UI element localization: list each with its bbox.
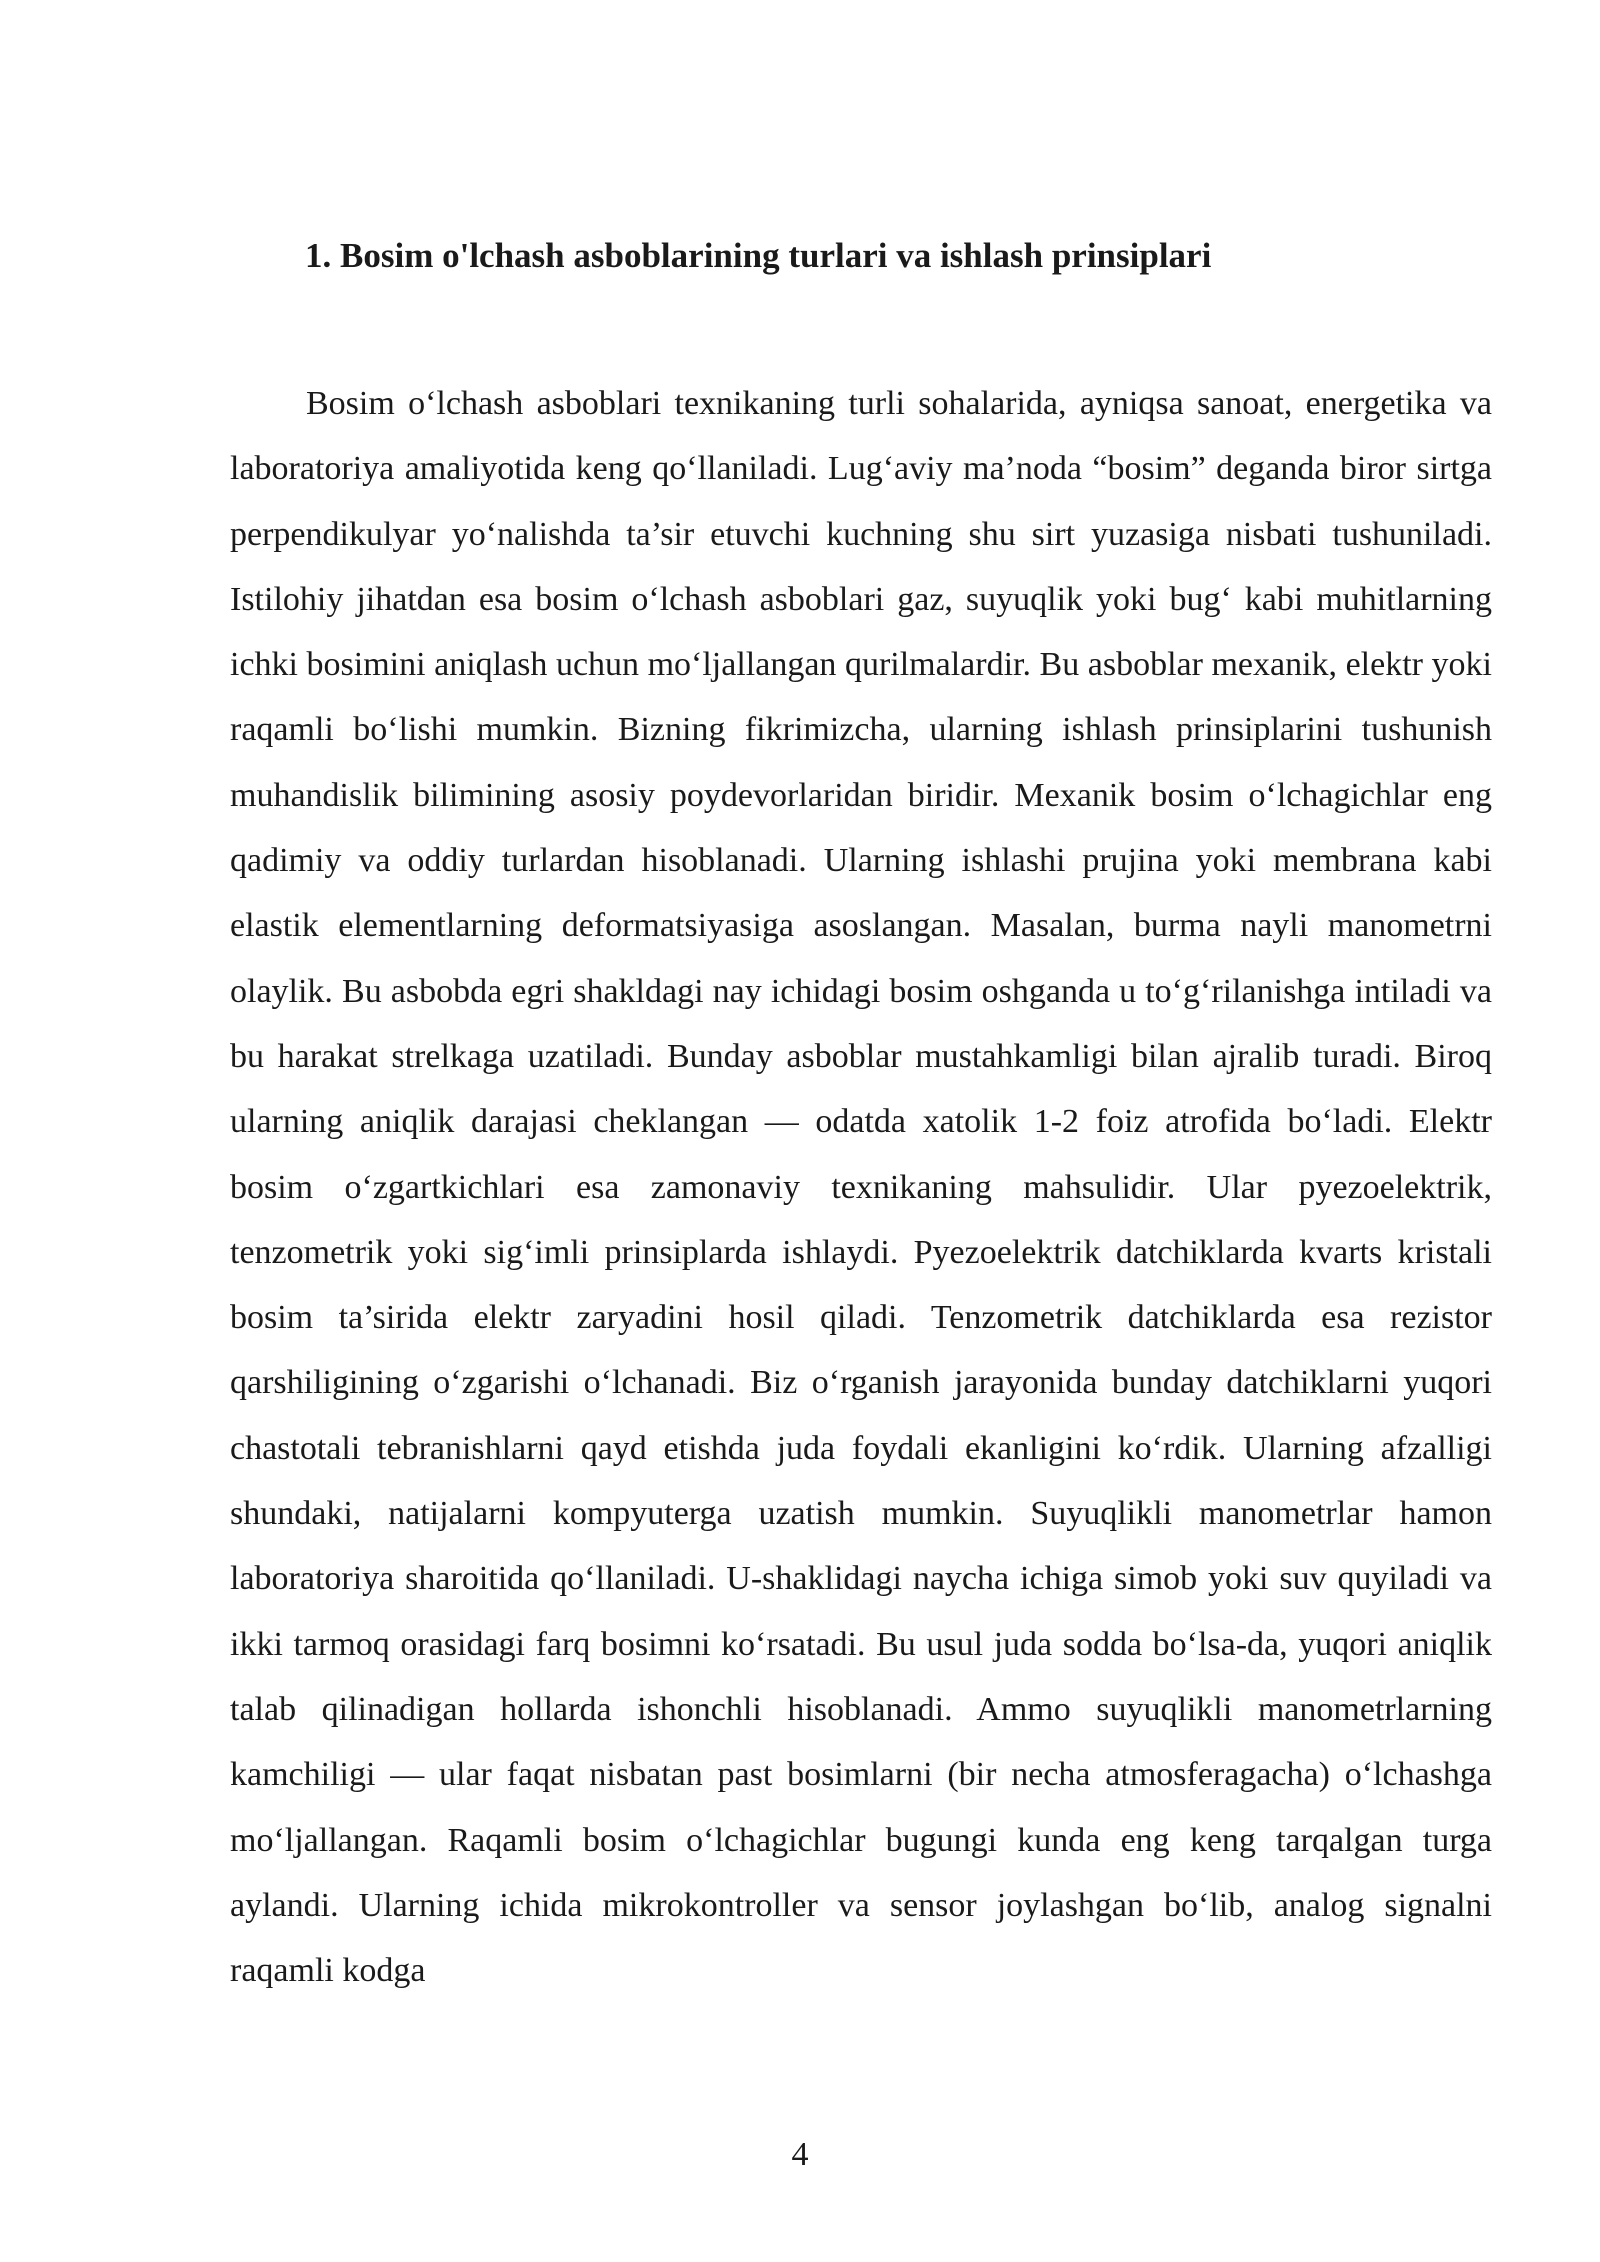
section-heading: 1. Bosim o'lchash asboblarining turlari va ishlash prinsiplari bbox=[305, 236, 1212, 275]
page-number: 4 bbox=[791, 2136, 809, 2173]
body-paragraph: Bosim o‘lchash asboblari texnikaning turli sohalarida, ayniqsa sanoat, energetika va laboratoriya amaliyotida keng qo‘llaniladi. Lug‘aviy ma’noda “bosim” deganda biror sirtga perpendikulyar yo‘nalishda ta’sir etuvchi kuchning shu sirt yuzasiga nisbati tushuniladi. Istilohiy jihatdan esa bosim o‘lchash asboblari gaz, suyuqlik yoki bug‘ kabi muhitlarning ichki bosimini aniqlash uchun mo‘ljallangan qurilmalardir. Bu asboblar mexanik, elektr yoki raqamli bo‘lishi mumkin. Bizning fikrimizcha, ularning ishlash prinsiplarini tushunish muhandislik bilimining asosiy poydevorlaridan biridir. Mexanik bosim o‘lchagichlar eng qadimiy va oddiy turlardan hisoblanadi. Ularning ishlashi prujina yoki membrana kabi elastik elementlarning deformatsiyasiga asoslangan. Masalan, burma nayli manometrni olaylik. Bu asbobda egri shakldagi nay ichidagi bosim oshganda u to‘g‘rilanishga intiladi va bu harakat strelkaga uzatiladi. Bunday asboblar mustahkamligi bilan ajralib turadi. Biroq ularning aniqlik darajasi cheklangan — odatda xatolik 1-2 foiz atrofida bo‘ladi. Elektr bosim o‘zgartkichlari esa zamonaviy texnikaning mahsulidir. Ular pyezoelektrik, tenzometrik yoki sig‘imli prinsiplarda ishlaydi. Pyezoelektrik datchiklarda kvarts kristali bosim ta’sirida elektr zaryadini hosil qiladi. Tenzometrik datchiklarda esa rezistor qarshiligining o‘zgarishi o‘lchanadi. Biz o‘rganish jarayonida bunday datchiklarni yuqori chastotali tebranishlarni qayd etishda juda foydali ekanligini ko‘rdik. Ularning afzalligi shundaki, natijalarni kompyuterga uzatish mumkin. Suyuqlikli manometrlar hamon laboratoriya sharoitida qo‘llaniladi. U-shaklidagi naycha ichiga simob yoki suv quyiladi va ikki tarmoq orasidagi farq bosimni ko‘rsatadi. Bu usul juda sodda bo‘lsa-da, yuqori aniqlik talab qilinadigan hollarda ishonchli hisoblanadi. Ammo suyuqlikli manometrlarning kamchiligi — ular faqat nisbatan past bosimlarni (bir necha atmosferagacha) o‘lchashga mo‘ljallangan. Raqamli bosim o‘lchagichlar bugungi kunda eng keng tarqalgan turga aylandi. Ularning ichida mikrokontroller va sensor joylashgan bo‘lib, analog signalni raqamli kodga bbox=[230, 385, 1492, 1990]
